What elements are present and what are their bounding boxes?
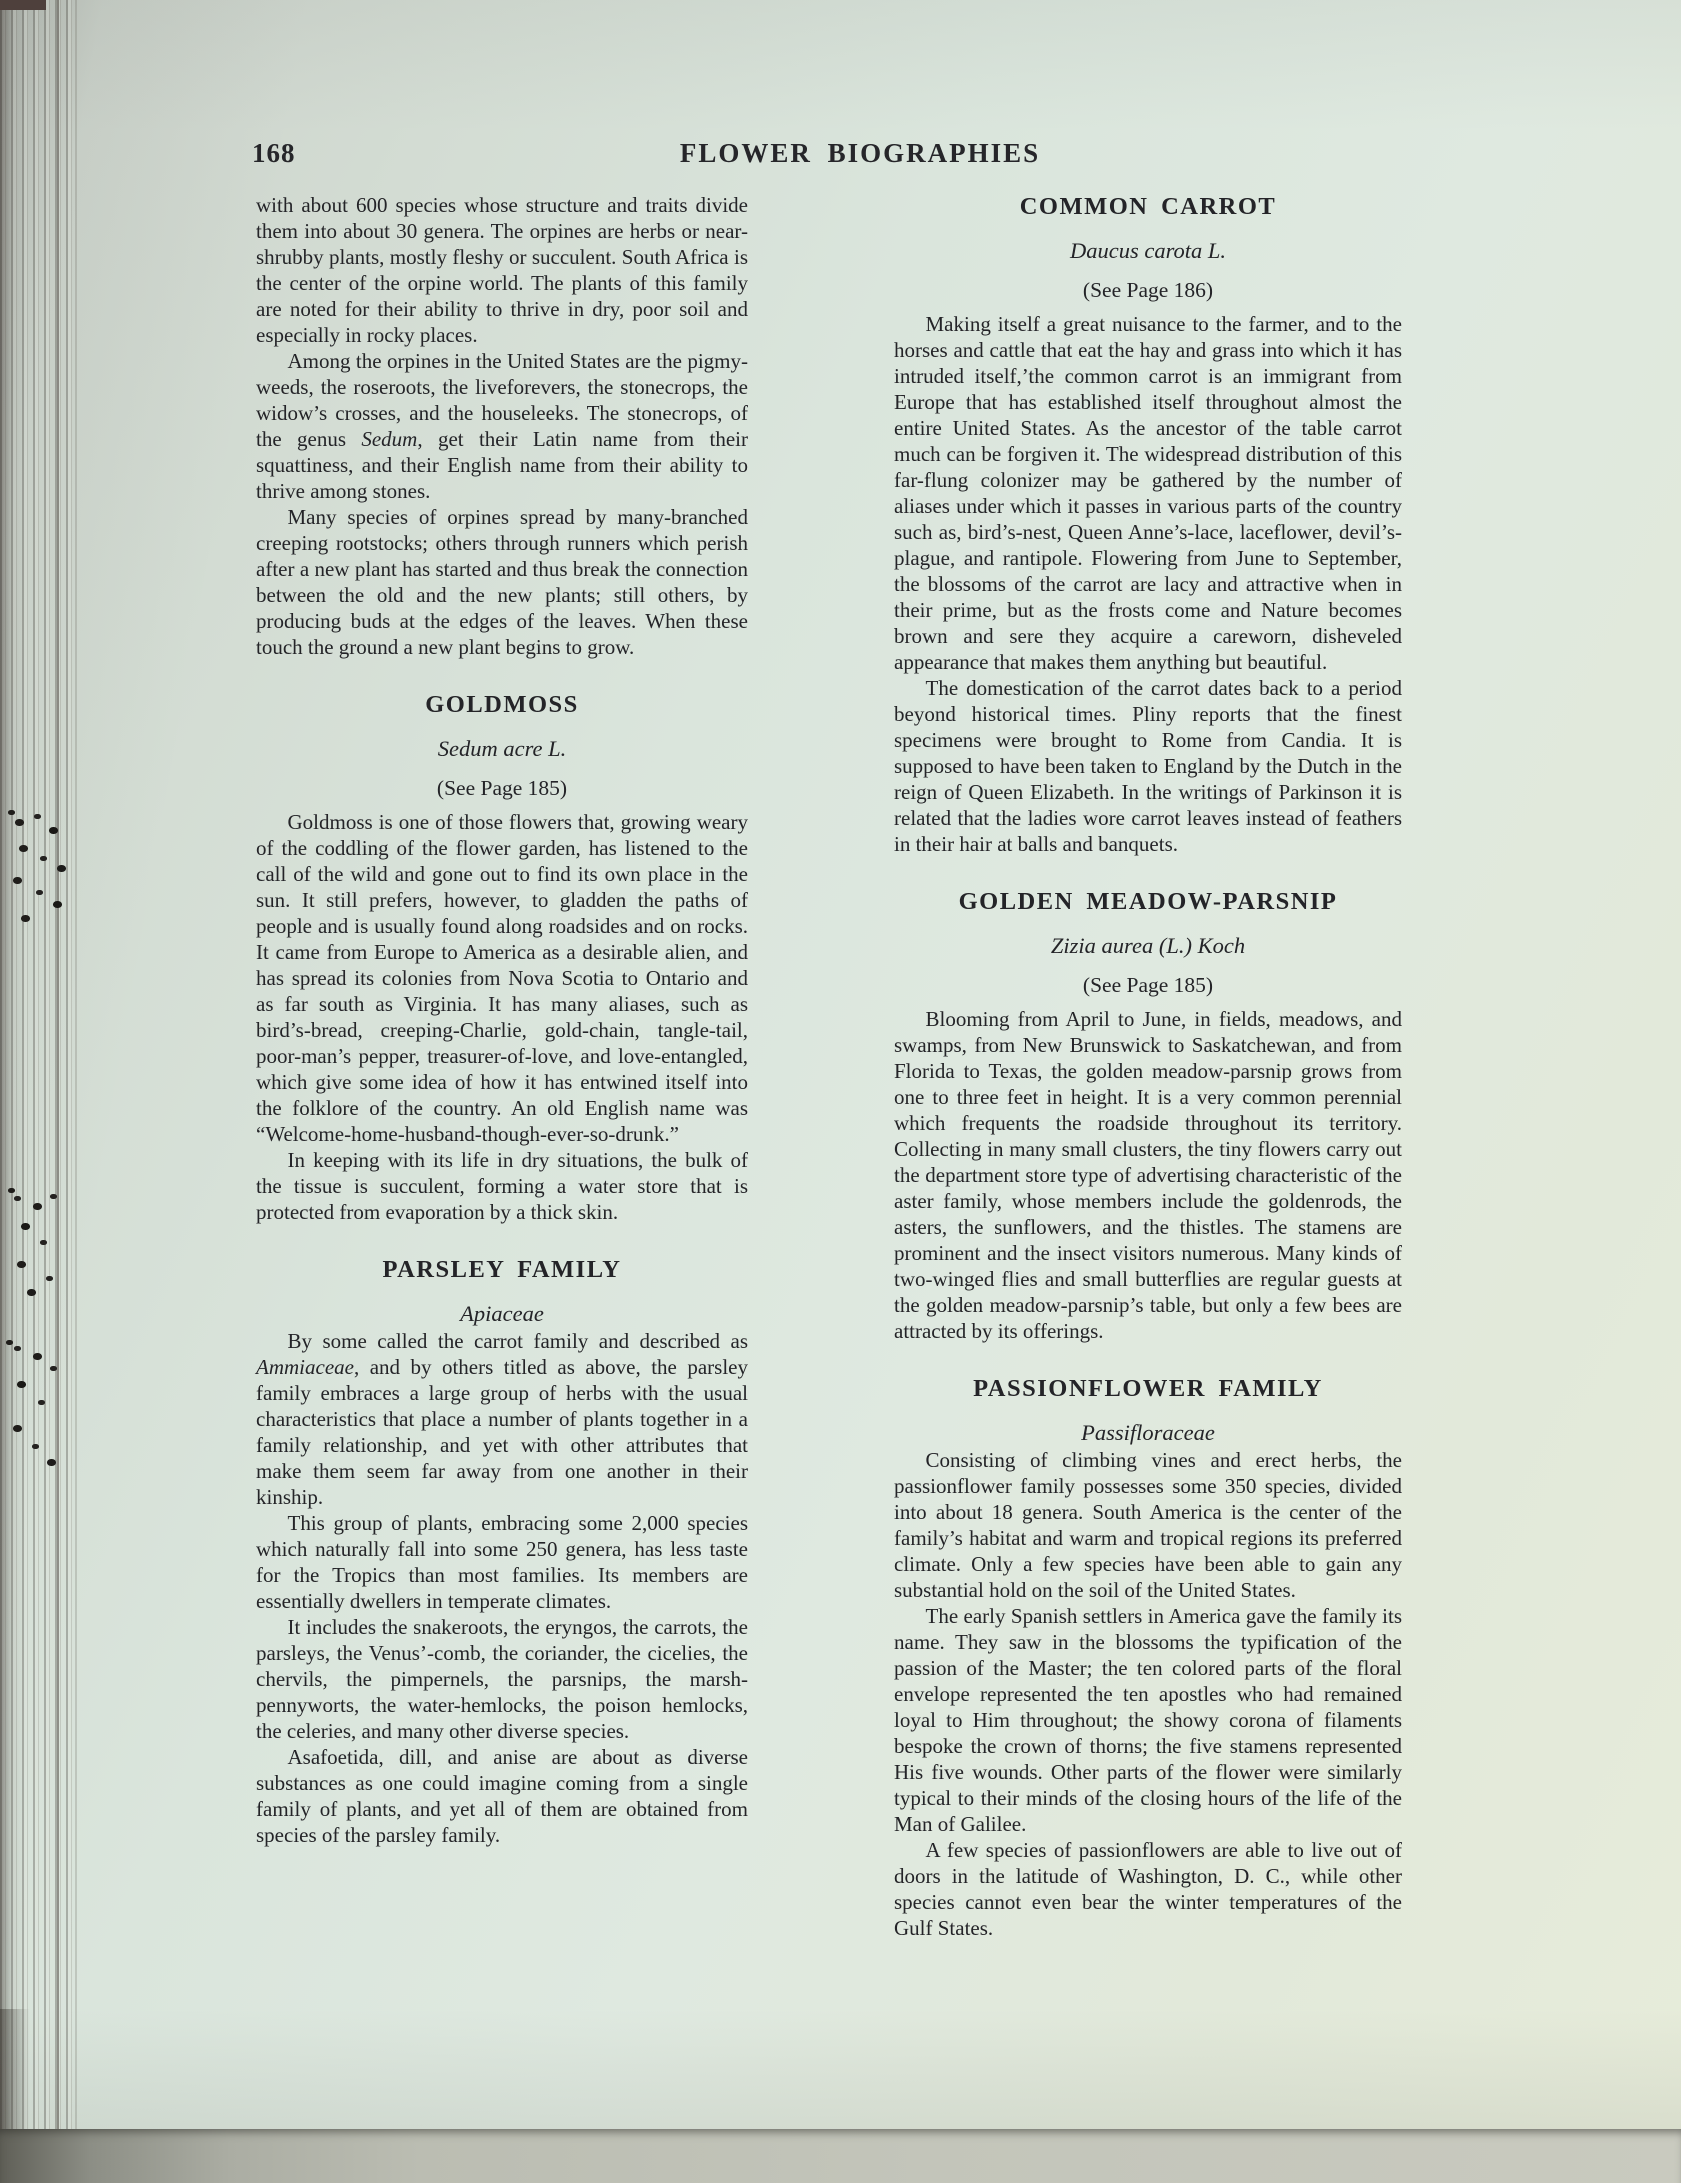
species-name bbox=[256, 1300, 748, 1328]
italic-term: Sedum bbox=[361, 427, 418, 451]
bottom-corner-shadow bbox=[0, 2009, 30, 2139]
text-run: GOLDEN MEADOW-PARSNIP bbox=[958, 888, 1338, 915]
text-run: Among the orpines in the United States are the pigmy-weeds, the roseroots, the liveforevers, the stonecrops, the widow’s crosses, and the houseleeks. The stonecrops, of the genus bbox=[256, 349, 748, 451]
ink-smudge-marks bbox=[8, 1188, 15, 1193]
text-run: (See Page 185) bbox=[436, 776, 568, 800]
text-run: Consisting of climbing vines and erect herbs, the passionflower family possesses some 350 species, divided into about 18 genera. South America is the center of the family’s habitat and warm and tropical regions its preferred climate. Only a few species have been able to gain any substantial hold on the soil of the United States. bbox=[894, 1448, 1402, 1602]
text-run: Daucus carota L. bbox=[1069, 238, 1227, 263]
text-run: By some called the carrot family and described as bbox=[287, 1329, 748, 1353]
section-heading bbox=[256, 690, 748, 720]
text-run: Making itself a great nuisance to the farmer, and to the horses and cattle that eat the hay and grass into which it has intruded itself,’the common carrot is an immigrant from Europe that has established itself throughout almost the entire United States. As the ancestor of the table carrot much can be forgiven it. The widespread distribution of this far-flung colonizer may be gathered by the number of aliases under which it passes in various parts of the country such as, bird’s-nest, Queen Anne’s-lace, laceflower, devil’s-plague, and rantipole. Flowering from June to September, the blossoms of the carrot are lacy and attractive when in their prime, but as the frosts come and Nature becomes brown and sere they acquire a careworn, disheveled appearance that makes them anything but beautiful. bbox=[894, 312, 1402, 674]
text-run: It includes the snakeroots, the eryngos, the carrots, the parsleys, the Venus’-comb, the coriander, the cicelies, the chervils, the pimpernels, the parsnips, the marsh-pennyworts, the water-hemlocks, the poison hemlocks, the celeries, and many other diverse species. bbox=[256, 1615, 748, 1743]
binding-corner bbox=[0, 0, 46, 10]
text-run: Zizia aurea (L.) Koch bbox=[1050, 933, 1246, 958]
text-run: The domestication of the carrot dates back to a period beyond historical times. Pliny reports that the finest specimens were brought to Rome from Candia. It is supposed to have been taken to England by the Dutch in the reign of Queen Elizabeth. In the writings of Parkinson it is related that the ladies wore carrot leaves instead of feathers in their hair at balls and banquets. bbox=[894, 676, 1402, 856]
text-run: GOLDMOSS bbox=[425, 691, 579, 718]
paragraph bbox=[256, 1510, 748, 1614]
paragraph bbox=[256, 348, 748, 504]
page-number: 168 bbox=[252, 138, 296, 168]
text-run: Many species of orpines spread by many-branched creeping rootstocks; others through runners which perish after a new plant has started and thus break the connection between the old and the new plants; still others, by producing buds at the edges of the leaves. When these touch the ground a new plant begins to grow. bbox=[256, 505, 748, 659]
text-run: Goldmoss is one of those flowers that, growing weary of the coddling of the flower garden, has listened to the call of the wild and gone out to find its own place in the sun. It still prefers, however, to gladden the paths of people and is usually found along roadsides and on rocks. It came from Europe to America as a desirable alien, and has spread its colonies from Nova Scotia to Ontario and as far south as Virginia. It has many aliases, such as bird’s-bread, creeping-Charlie, gold-chain, tangle-tail, poor-man’s pepper, treasurer-of-love, and love-entangled, which give some idea of how it has entwined itself into the folklore of the country. An old English name was “Welcome-home-husband-though-ever-so-drunk.” bbox=[256, 810, 748, 1146]
species-name bbox=[894, 932, 1402, 960]
page-reference bbox=[256, 774, 748, 802]
paragraph bbox=[894, 1447, 1402, 1603]
text-run: Passifloraceae bbox=[1081, 1420, 1215, 1445]
paragraph bbox=[256, 1328, 748, 1510]
page-edge-line bbox=[75, 0, 77, 2183]
right-column bbox=[894, 192, 1402, 1941]
ink-smudge-marks bbox=[6, 1340, 13, 1345]
section-heading bbox=[256, 1255, 748, 1285]
text-run: , and by others titled as above, the parsley family embraces a large group of herbs with the usual characteristics that place a number of plants together in a family relationship, and yet with other attributes that make them seem far away from one another in their kinship. bbox=[256, 1355, 748, 1509]
text-run: Apiaceae bbox=[460, 1301, 544, 1326]
ink-smudge-marks bbox=[8, 810, 15, 815]
paragraph bbox=[256, 1147, 748, 1225]
paragraph bbox=[256, 504, 748, 660]
paragraph bbox=[894, 1837, 1402, 1941]
paragraph-continuation bbox=[256, 192, 748, 348]
text-run: (See Page 185) bbox=[1082, 973, 1214, 997]
page-reference bbox=[894, 276, 1402, 304]
species-name bbox=[256, 735, 748, 763]
left-column bbox=[256, 192, 748, 1848]
section-heading bbox=[894, 1374, 1402, 1404]
text-run: Sedum acre L. bbox=[437, 736, 567, 761]
paragraph bbox=[256, 1614, 748, 1744]
text-run: Asafoetida, dill, and anise are about as diverse substances as one could imagine coming from a single family of plants, and yet all of them are obtained from species of the parsley family. bbox=[256, 1745, 748, 1847]
text-run: This group of plants, embracing some 2,000 species which naturally fall into some 250 genera, has less taste for the Tropics than most families. Its members are essentially dwellers in temperate climates. bbox=[256, 1511, 748, 1613]
species-name bbox=[894, 1419, 1402, 1447]
running-head-title: FLOWER BIOGRAPHIES bbox=[679, 138, 1041, 168]
text-run: The early Spanish settlers in America gave the family its name. They saw in the blossoms the typification of the passion of the Master; the ten colored parts of the floral envelope represented the ten apostles who had remained loyal to Him throughout; the showy corona of filaments bespoke the crown of thorns; the five stamens represented His five wounds. Other parts of the flower were similarly typical to their minds of the closing hours of the life of the Man of Galilee. bbox=[894, 1604, 1402, 1836]
text-run: COMMON CARROT bbox=[1019, 193, 1277, 220]
text-run: In keeping with its life in dry situations, the bulk of the tissue is succulent, forming a water store that is protected from evaporation by a thick skin. bbox=[256, 1148, 748, 1224]
paragraph bbox=[894, 675, 1402, 857]
text-run: , get their Latin name from their squattiness, and their English name from their ability to thrive among stones. bbox=[256, 427, 748, 503]
page-edge-texture bbox=[0, 0, 74, 2183]
paragraph bbox=[256, 1744, 748, 1848]
text-run: PARSLEY FAMILY bbox=[382, 1256, 622, 1283]
paragraph bbox=[256, 809, 748, 1147]
paragraph bbox=[894, 1603, 1402, 1837]
italic-term: Ammiaceae bbox=[256, 1355, 354, 1379]
section-heading bbox=[894, 192, 1402, 222]
section-heading bbox=[894, 887, 1402, 917]
paragraph bbox=[894, 1006, 1402, 1344]
paragraph bbox=[894, 311, 1402, 675]
page-edge-line bbox=[57, 0, 59, 2183]
text-run: with about 600 species whose structure and traits divide them into about 30 genera. The orpines are herbs or near-shrubby plants, mostly fleshy or succulent. South Africa is the center of the orpine world. The plants of this family are noted for their ability to thrive in dry, poor soil and especially in rocky places. bbox=[256, 193, 748, 347]
species-name bbox=[894, 237, 1402, 265]
text-run: (See Page 186) bbox=[1082, 278, 1214, 302]
text-run: Blooming from April to June, in fields, meadows, and swamps, from New Brunswick to Saskatchewan, and from Florida to Texas, the golden meadow-parsnip grows from one to three feet in height. It is a very common perennial which frequents the roadside throughout its territory. Collecting in many small clusters, the tiny flowers carry out the department store type of advertising characteristic of the aster family, whose members include the goldenrods, the asters, the sunflowers, and the thistles. The stamens are prominent and the insect visitors numerous. Many kinds of two-winged flies and small butterflies are regular guests at the golden meadow-parsnip’s table, but only a few bees are attracted by its offerings. bbox=[894, 1007, 1402, 1343]
page-reference bbox=[894, 971, 1402, 999]
text-run: A few species of passionflowers are able to live out of doors in the latitude of Washington, D. C., while other species cannot even bear the winter temperatures of the Gulf States. bbox=[894, 1838, 1402, 1940]
scan-bottom-edge bbox=[0, 2129, 1681, 2183]
text-run: PASSIONFLOWER FAMILY bbox=[973, 1375, 1323, 1402]
